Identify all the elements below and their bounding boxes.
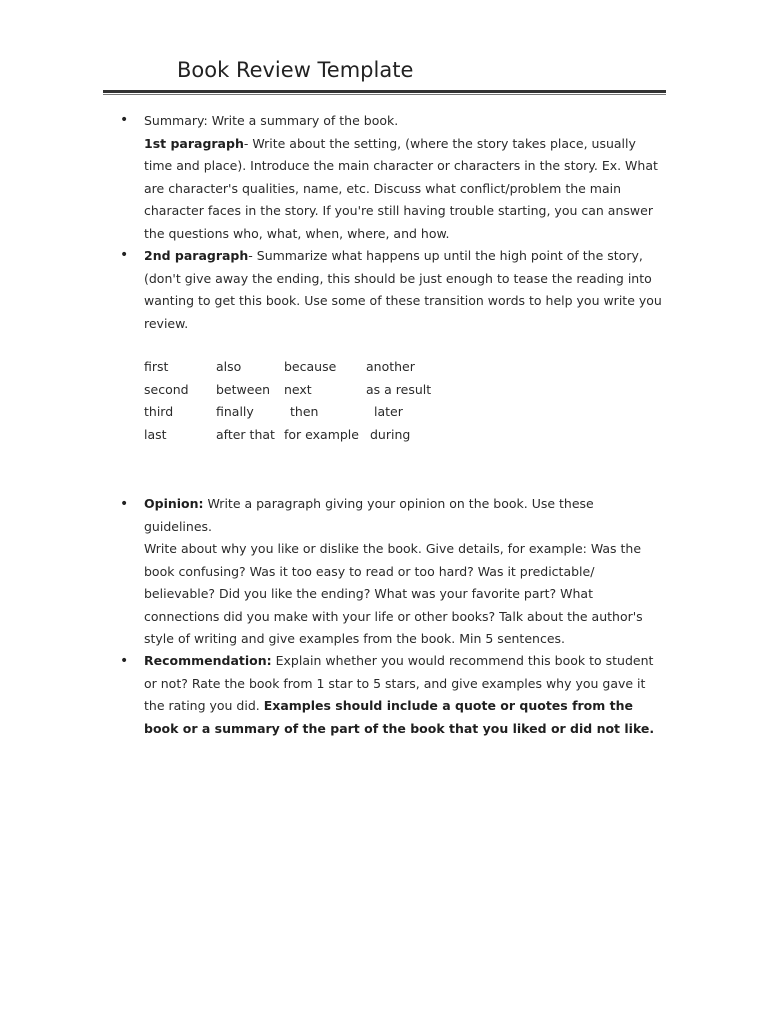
title-divider xyxy=(103,90,666,93)
summary-heading-text: Write a summary of the book. xyxy=(207,113,399,128)
title-divider-thin xyxy=(103,94,666,95)
transition-word: another xyxy=(366,359,415,374)
second-paragraph-section xyxy=(144,245,664,335)
second-paragraph-text: - Summarize what happens up until the high point of the story, (don't give away the ending, this should be just enough to tease the reading into wanting to get this book. Use some of these transition words to help you write you review. xyxy=(144,248,662,331)
bullet-opinion: • xyxy=(120,496,129,512)
bullet-second-paragraph: • xyxy=(120,247,129,263)
bullet-summary: • xyxy=(120,112,129,128)
recommendation-emphasis: Examples should include a quote or quotes from the book or a summary of the part of the book that you liked or did not like. xyxy=(144,698,655,736)
recommendation-heading: Recommendation: xyxy=(144,653,272,668)
transition-word: first xyxy=(144,359,169,374)
opinion-body: Write about why you like or dislike the book. Give details, for example: Was the book confusing? Was it too easy to read or too hard? Was it predictable/ believable? Did you like the ending? What was your favorite part? What connections did you make with your life or other books? Talk about the author's style of writing and give examples from the book. Min 5 sentences. xyxy=(144,541,643,646)
opinion-section xyxy=(144,493,664,651)
first-paragraph-heading: 1st paragraph xyxy=(144,135,244,151)
second-paragraph-heading: 2nd paragraph xyxy=(144,248,249,263)
transition-word: after that xyxy=(216,426,275,442)
transition-word: then xyxy=(290,404,319,419)
opinion-heading-text: Write a paragraph giving your opinion on the book. Use these guidelines. xyxy=(144,496,594,534)
transition-word: as a result xyxy=(366,381,432,397)
recommendation-section xyxy=(144,650,664,740)
bullet-recommendation: • xyxy=(120,653,129,669)
transition-word: third xyxy=(144,404,174,419)
transition-word: between xyxy=(216,381,271,397)
scan-header-artifact xyxy=(20,10,720,24)
transition-word: finally xyxy=(216,404,254,419)
transition-word: second xyxy=(144,381,189,397)
transition-word: last xyxy=(144,426,167,442)
first-paragraph-text: - Write about the setting, (where the story takes place, usually time and place). Introduce the main character or characters in the story. Ex. What are character's qualities, name, etc. Discuss what conflict/problem the main character faces in the story. If you're still having trouble starting, you can answer the questions who, what, when, where, and how. xyxy=(144,135,658,241)
transition-word: for example xyxy=(284,426,359,442)
recommendation-text: Explain whether you would recommend this book to student or not? Rate the book from 1 star to 5 stars, and give examples why you gave it the rating you did. xyxy=(144,653,654,713)
transition-word: later xyxy=(374,404,403,419)
transition-word: next xyxy=(284,381,312,397)
summary-section xyxy=(144,110,664,245)
transition-word: also xyxy=(216,359,242,374)
transition-word: because xyxy=(284,359,337,374)
opinion-heading: Opinion: xyxy=(144,496,204,511)
page-title: Book Review Template xyxy=(177,58,414,82)
summary-heading: Summary: xyxy=(144,113,208,128)
transition-word: during xyxy=(370,426,411,442)
